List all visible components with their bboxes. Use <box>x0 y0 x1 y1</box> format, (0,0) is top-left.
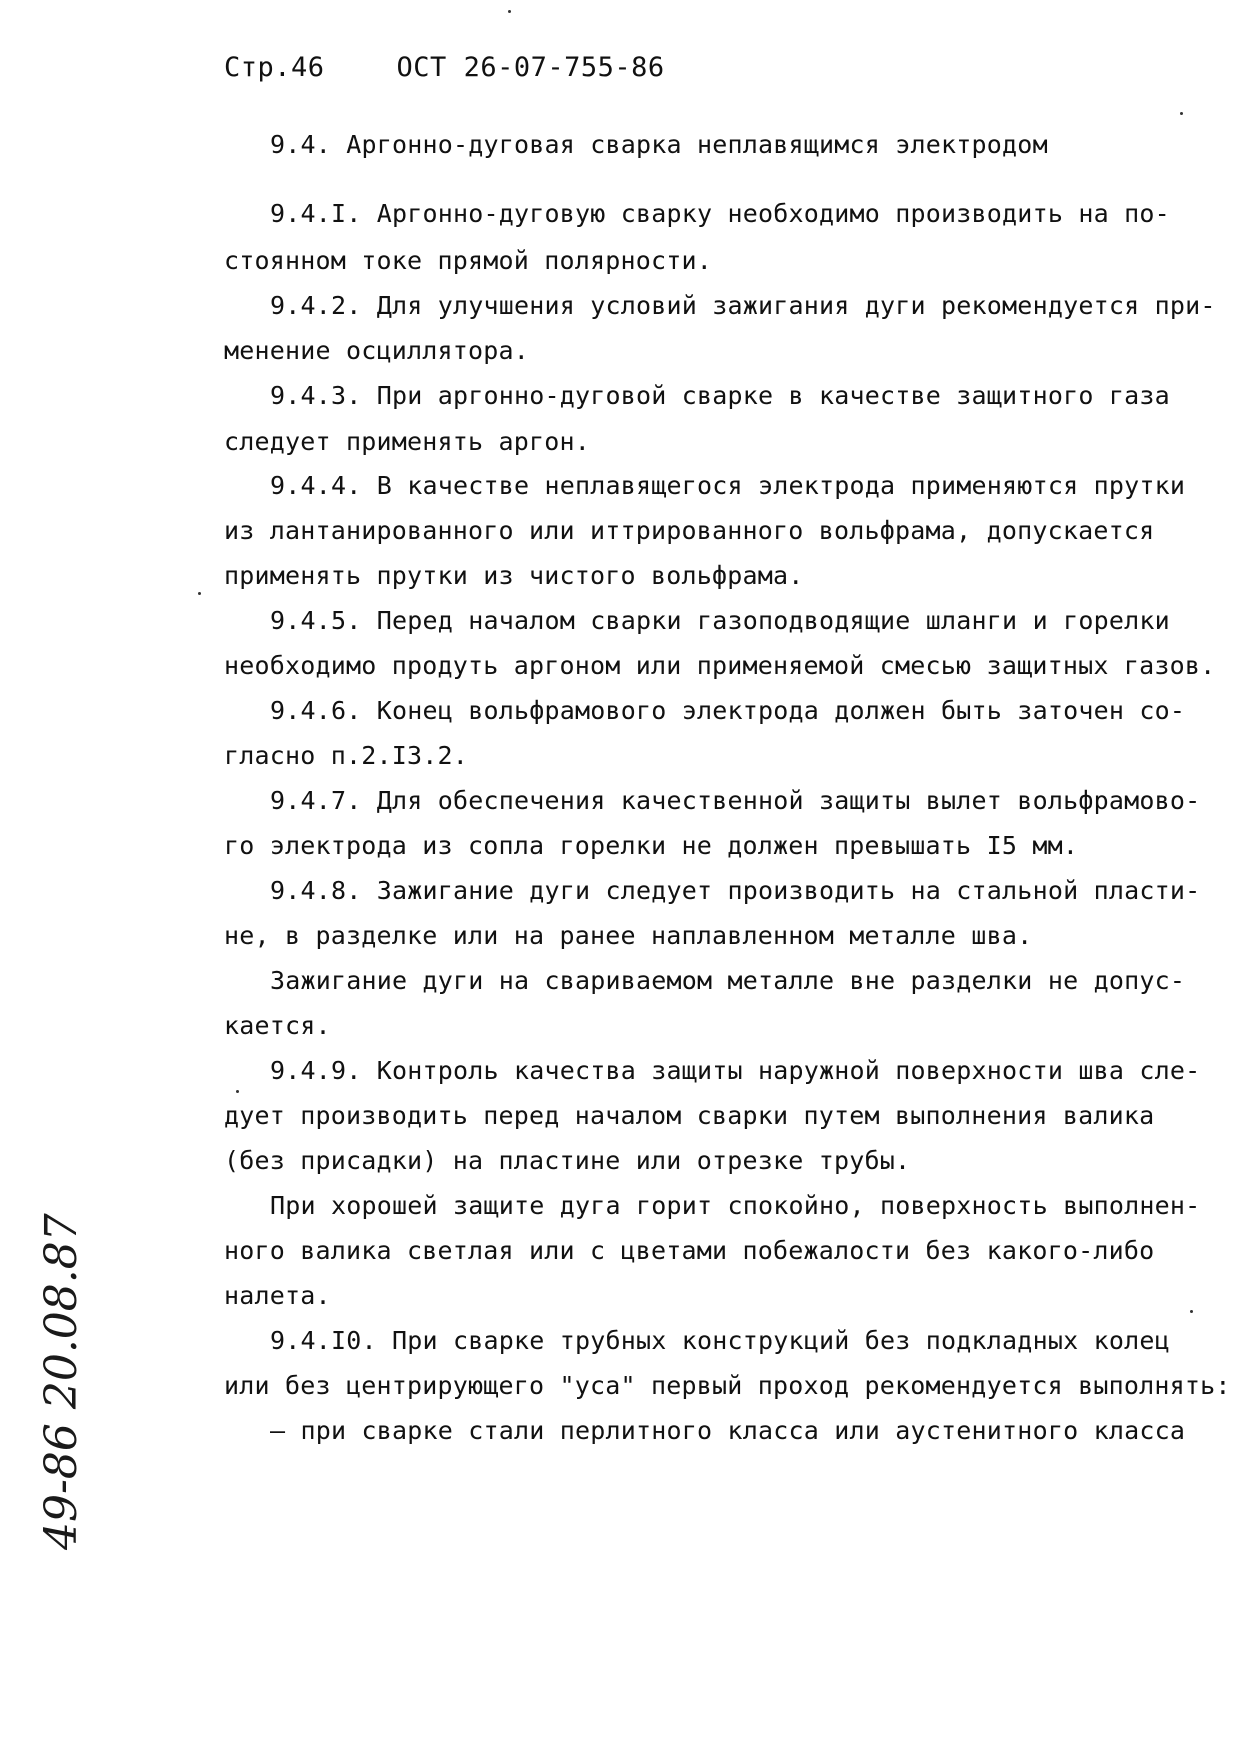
text-line: следует применять аргон. <box>224 427 591 456</box>
text-line: 9.4.4. В качестве неплавящегося электрода применяются прутки <box>270 471 1186 500</box>
text-line: 9.4.2. Для улучшения условий зажигания дуги рекомендуется при- <box>270 291 1216 320</box>
text-line: дует производить перед началом сварки путем выполнения валика <box>224 1101 1155 1130</box>
scan-speck <box>1190 1310 1193 1313</box>
text-line: 9.4.I. Аргонно-дуговую сварку необходимо производить на по- <box>270 199 1170 228</box>
text-line: (без присадки) на пластине или отрезке трубы. <box>224 1146 911 1175</box>
page-number: Стр.46 <box>224 52 325 83</box>
section-heading: 9.4. Аргонно-дуговая сварка неплавящимся электродом <box>270 130 1048 159</box>
text-line: Зажигание дуги на свариваемом металле вне разделки не допус- <box>270 966 1186 995</box>
text-line: 9.4.5. Перед началом сварки газоподводящие шланги и горелки <box>270 606 1170 635</box>
text-line: налета. <box>224 1281 331 1310</box>
text-line: 9.4.6. Конец вольфрамового электрода должен быть заточен со- <box>270 696 1186 725</box>
text-line: го электрода из сопла горелки не должен превышать I5 мм. <box>224 831 1079 860</box>
text-line: – при сварке стали перлитного класса или аустенитного класса <box>270 1416 1186 1445</box>
text-line: 9.4.8. Зажигание дуги следует производить на стальной пласти- <box>270 876 1201 905</box>
scan-speck <box>508 10 511 13</box>
text-line: гласно п.2.I3.2. <box>224 741 469 770</box>
text-line: кается. <box>224 1011 331 1040</box>
text-line: ного валика светлая или с цветами побежалости без какого-либо <box>224 1236 1155 1265</box>
scan-speck <box>198 592 201 595</box>
text-line: 9.4.I0. При сварке трубных конструкций без подкладных колец <box>270 1326 1170 1355</box>
text-line: из лантанированного или иттрированного вольфрама, допускается <box>224 516 1155 545</box>
text-line: 9.4.7. Для обеспечения качественной защиты вылет вольфрамово- <box>270 786 1201 815</box>
text-line: не, в разделке или на ранее наплавленном металле шва. <box>224 921 1033 950</box>
scan-speck <box>236 1090 239 1093</box>
handwritten-margin-note: 49-86 20.08.87 <box>36 1213 87 1550</box>
text-line: 9.4.9. Контроль качества защиты наружной поверхности шва сле- <box>270 1056 1201 1085</box>
text-line: менение осциллятора. <box>224 336 530 365</box>
text-line: стоянном токе прямой полярности. <box>224 246 713 275</box>
text-line: применять прутки из чистого вольфрама. <box>224 561 804 590</box>
text-line: или без центрирующего "уса" первый проход рекомендуется выполнять: <box>224 1371 1231 1400</box>
document-code: ОСТ 26-07-755-86 <box>396 52 665 83</box>
scan-speck <box>1180 112 1183 115</box>
text-line: При хорошей защите дуга горит спокойно, поверхность выполнен- <box>270 1191 1201 1220</box>
text-line: необходимо продуть аргоном или применяемой смесью защитных газов. <box>224 651 1216 680</box>
text-line: 9.4.3. При аргонно-дуговой сварке в качестве защитного газа <box>270 381 1170 410</box>
page-header <box>224 52 665 83</box>
